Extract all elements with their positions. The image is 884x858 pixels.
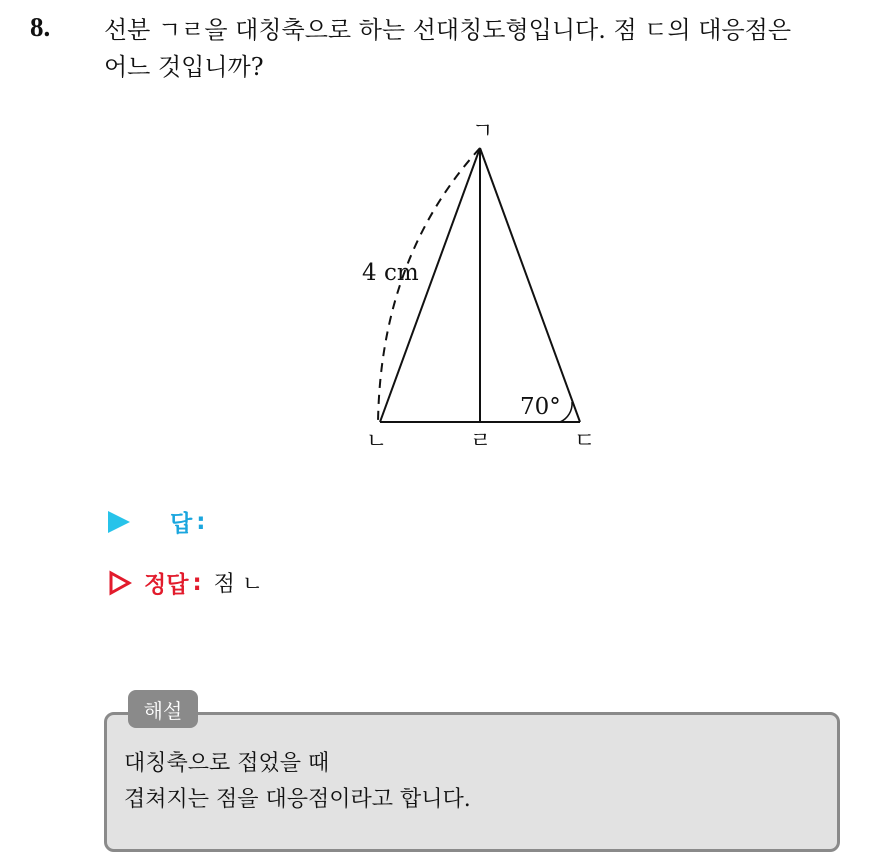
side-length-label: 4 cm [362,260,419,286]
correct-answer-colon: : [192,569,202,596]
correct-answer-value: 점 ㄴ [213,572,264,597]
angle-label: 70° [520,394,561,420]
correct-answer-label: 정답 [144,572,189,598]
play-filled-icon [108,511,130,533]
explanation-tab: 해설 [128,690,198,728]
question-line-2: 어느 것입니까? [104,53,264,81]
side-right [480,148,580,422]
answer-label: 답 [170,511,193,537]
vertex-right-label: ㄷ [574,429,596,454]
vertex-mid-label: ㄹ [470,429,492,454]
explanation-text [124,746,824,818]
answer-row [108,505,217,538]
explanation-line-2: 겹쳐지는 점을 대응점이라고 합니다. [124,787,471,812]
triangle-figure [330,118,630,458]
play-outline-icon [108,570,132,596]
question-text [104,12,874,86]
question-number: 8. [30,12,51,42]
vertex-left-label: ㄴ [366,429,388,454]
angle-arc [560,402,572,422]
correct-answer-row [108,566,263,599]
triangle-svg [330,118,630,458]
vertex-top-label: ㄱ [472,119,494,144]
question-line-1: 선분 ㄱㄹ을 대칭축으로 하는 선대칭도형입니다. 점 ㄷ의 대응점은 [104,16,791,44]
answer-colon: : [196,508,206,535]
explanation-line-1: 대칭축으로 접었을 때 [124,751,330,776]
